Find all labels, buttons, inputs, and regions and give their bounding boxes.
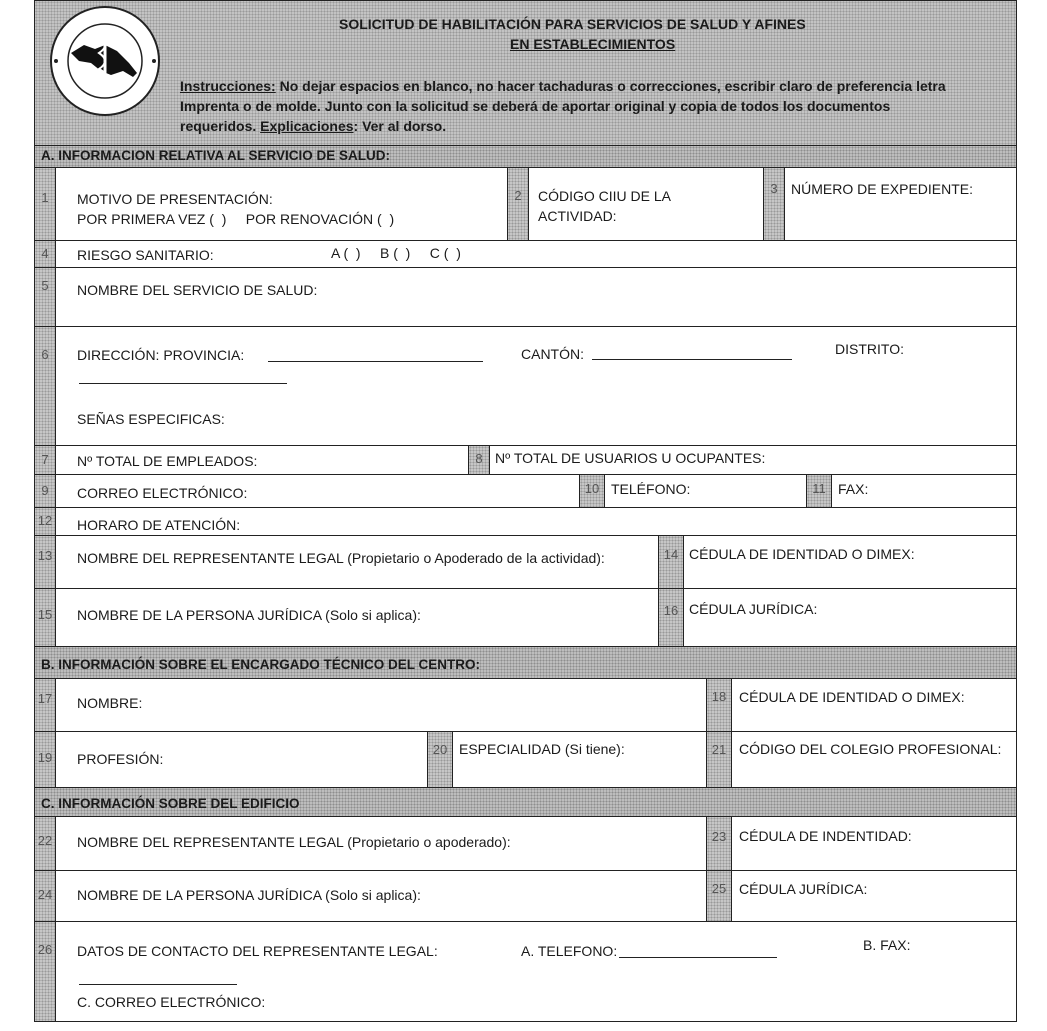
field-17-number: 17 [35, 679, 55, 731]
field-25-label[interactable]: CÉDULA JURÍDICA: [739, 881, 868, 897]
field-15-number: 15 [35, 589, 55, 646]
field-7-label[interactable]: Nº TOTAL DE EMPLEADOS: [77, 453, 258, 469]
senas-label[interactable]: SEÑAS ESPECIFICAS: [77, 411, 225, 427]
field-13-label[interactable]: NOMBRE DEL REPRESENTANTE LEGAL (Propietario o Apoderado de la actividad): [77, 550, 605, 566]
field-19-number: 19 [35, 732, 55, 787]
field-2-label: CÓDIGO CIIU DE LA [538, 188, 672, 204]
field-12-label[interactable]: HORARO DE ATENCIÓN: [77, 517, 241, 533]
field-10-label[interactable]: TELÉFONO: [611, 481, 691, 497]
field-8-number: 8 [469, 446, 489, 474]
field-25-number: 25 [707, 871, 731, 921]
field-26-label: DATOS DE CONTACTO DEL REPRESENTANTE LEGAL: [77, 943, 438, 959]
field-24-label[interactable]: NOMBRE DE LA PERSONA JURÍDICA (Solo si aplica): [77, 887, 421, 903]
field-8-label[interactable]: Nº TOTAL DE USUARIOS U OCUPANTES: [495, 450, 766, 466]
field-14-label[interactable]: CÉDULA DE IDENTIDAD O DIMEX: [689, 546, 915, 562]
habilitacion-form [34, 0, 1017, 1022]
canton-blank[interactable] [592, 359, 792, 360]
field-23-number: 23 [707, 817, 731, 870]
field-16-label[interactable]: CÉDULA JURÍDICA: [689, 601, 818, 617]
field-23-label[interactable]: CÉDULA DE INDENTIDAD: [739, 828, 912, 844]
form-title: SOLICITUD DE HABILITACIÓN PARA SERVICIOS DE SALUD Y AFINES [339, 16, 806, 32]
field-21-number: 21 [707, 732, 731, 787]
field-20-label[interactable]: ESPECIALIDAD (Si tiene): [459, 741, 625, 757]
form-subtitle: EN ESTABLECIMIENTOS [510, 36, 676, 52]
field-22-number: 22 [35, 817, 55, 870]
field-13-number: 13 [35, 536, 55, 588]
field-3-label: NÚMERO DE EXPEDIENTE: [791, 181, 974, 197]
field-9-label[interactable]: CORREO ELECTRÓNICO: [77, 485, 248, 501]
field-16-number: 16 [659, 589, 683, 646]
distrito-blank[interactable] [79, 383, 287, 384]
field-24-number: 24 [35, 871, 55, 921]
province-blank[interactable] [268, 361, 483, 362]
instructions-line-2: Imprenta o de molde. Junto con la solicitud se deberá de aportar original y copia de todos los documentos [180, 98, 891, 114]
field-12-number: 12 [35, 508, 55, 535]
field-3-number: 3 [764, 168, 784, 240]
field-5-label[interactable]: NOMBRE DEL SERVICIO DE SALUD: [77, 282, 318, 298]
contact-email-label[interactable]: C. CORREO ELECTRÓNICO: [77, 994, 266, 1010]
form-header [35, 1, 1016, 146]
field-11-number: 11 [807, 475, 831, 507]
field-10-number: 10 [580, 475, 604, 507]
field-18-number: 18 [707, 679, 731, 731]
instructions-line-1: Instrucciones: No dejar espacios en blanco, no hacer tachaduras o correcciones, escribir claro de preferencia letra [180, 78, 946, 94]
canton-label: CANTÓN: [521, 346, 584, 362]
field-18-label[interactable]: CÉDULA DE IDENTIDAD O DIMEX: [739, 689, 965, 705]
ministry-seal-icon [49, 5, 161, 117]
field-19-label[interactable]: PROFESIÓN: [77, 751, 164, 767]
field-4-number: 4 [35, 241, 55, 267]
field-2-number: 2 [508, 168, 528, 240]
contact-fax-label: B. FAX: [863, 937, 911, 953]
distrito-label: DISTRITO: [835, 341, 904, 357]
field-1-number: 1 [35, 168, 55, 240]
field-1-options[interactable]: POR PRIMERA VEZ ( ) POR RENOVACIÓN ( ) [77, 211, 395, 227]
field-4-label: RIESGO SANITARIO: [77, 247, 214, 263]
instructions-line-3: requeridos. Explicaciones: Ver al dorso. [180, 118, 447, 134]
section-b-title: B. INFORMACIÓN SOBRE EL ENCARGADO TÉCNICO DEL CENTRO: [35, 646, 1016, 679]
field-26-number: 26 [35, 922, 55, 1021]
field-11-label[interactable]: FAX: [838, 481, 869, 497]
field-4-options[interactable]: A ( ) B ( ) C ( ) [331, 245, 461, 261]
contact-fax-blank[interactable] [79, 984, 237, 985]
contact-phone-blank[interactable] [619, 957, 777, 958]
field-14-number: 14 [659, 536, 683, 588]
section-c-title: C. INFORMACIÓN SOBRE DEL EDIFICIO [35, 787, 1016, 817]
field-5-number: 5 [35, 268, 55, 326]
field-6-number: 6 [35, 327, 55, 445]
section-a-title: A. INFORMACION RELATIVA AL SERVICIO DE SALUD: [35, 146, 1016, 168]
field-1-label: MOTIVO DE PRESENTACIÓN: [77, 191, 273, 207]
contact-phone-label: A. TELEFONO: [521, 943, 618, 959]
field-15-label[interactable]: NOMBRE DE LA PERSONA JURÍDICA (Solo si aplica): [77, 607, 421, 623]
field-9-number: 9 [35, 475, 55, 507]
field-17-label[interactable]: NOMBRE: [77, 695, 143, 711]
field-21-label[interactable]: CÓDIGO DEL COLEGIO PROFESIONAL: [739, 741, 1002, 757]
field-22-label[interactable]: NOMBRE DEL REPRESENTANTE LEGAL (Propietario o apoderado): [77, 834, 511, 850]
field-6-label: DIRECCIÓN: PROVINCIA: [77, 347, 245, 363]
field-20-number: 20 [428, 732, 452, 787]
field-2-label-2: ACTIVIDAD: [538, 208, 617, 224]
field-7-number: 7 [35, 446, 55, 474]
